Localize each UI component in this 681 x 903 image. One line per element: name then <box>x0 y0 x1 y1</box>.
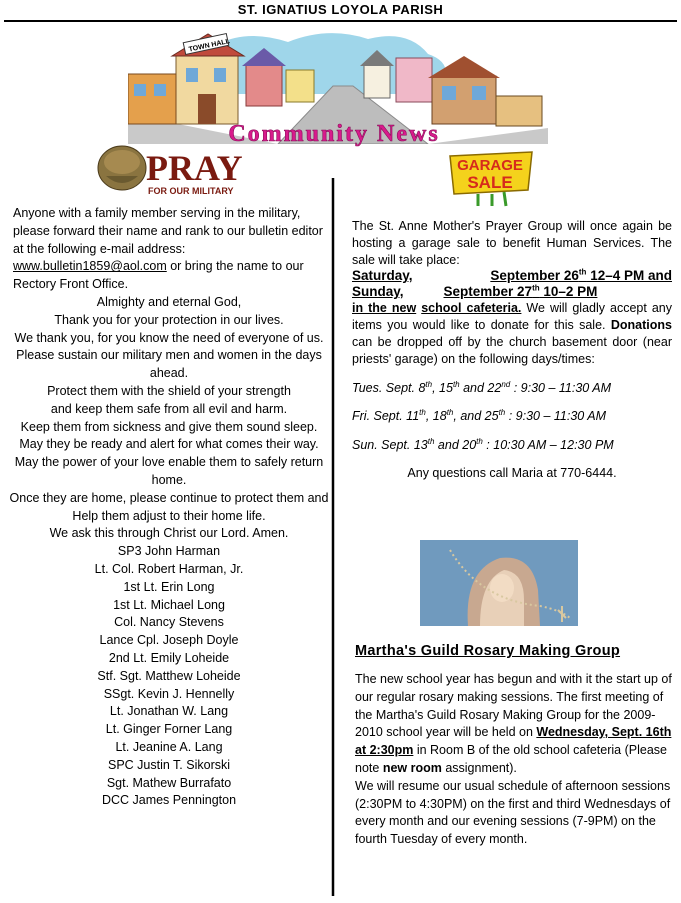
military-name: Sgt. Mathew Burrafato <box>106 775 232 790</box>
military-prayer <box>8 294 330 543</box>
svg-text:SALE: SALE <box>467 173 513 192</box>
military-name: 1st Lt. Erin Long <box>123 579 215 594</box>
prayer-line: We thank you, for you know the need of everyone of us. <box>14 330 324 345</box>
military-name: SSgt. Kevin J. Hennelly <box>103 686 235 701</box>
svg-text:TOWN HALL: TOWN HALL <box>188 38 231 54</box>
sunday-times: Sun. Sept. 13th and 20th : 10:30 AM – 12:30 PM <box>352 437 614 453</box>
sunday-date: Sunday, September 27th 10–2 PM <box>352 283 598 300</box>
garage-sale-intro: The St. Anne Mother's Prayer Group will once again be hosting a garage sale to benefit Human Services. The sale will take place: <box>352 219 672 267</box>
military-intro: Anyone with a family member serving in the military, please forward their name and rank to our bulletin editor at the following e-mail address: www.bulletin1859@aol.com or bring the name to our Rectory Front Office. <box>13 206 323 292</box>
military-name: SP3 John Harman <box>117 544 221 559</box>
prayer-line: May they be ready and alert for what comes their way. <box>19 437 319 452</box>
prayer-line: We ask this through Christ our Lord. Amen. <box>49 526 289 541</box>
garage-sale-logo <box>448 150 534 208</box>
svg-text:PRAY: PRAY <box>146 148 243 188</box>
bulletin-email-link[interactable]: www.bulletin1859@aol.com <box>13 259 167 274</box>
rosary-group-article <box>355 671 673 849</box>
prayer-line: Please sustain our military men and women in the days ahead. <box>16 348 322 381</box>
military-names-list <box>8 543 330 810</box>
military-name: 2nd Lt. Emily Loheide <box>108 650 230 665</box>
military-name: Lt. Col. Robert Harman, Jr. <box>94 561 244 576</box>
pray-for-military-logo <box>96 140 246 198</box>
military-name: Lt. Jonathan W. Lang <box>109 704 229 719</box>
contact-line: Any questions call Maria at 770-6444. <box>407 465 617 480</box>
military-name: SPC Justin T. Sikorski <box>107 757 231 772</box>
military-name: Stf. Sgt. Matthew Loheide <box>97 668 241 683</box>
header-divider <box>4 20 677 22</box>
svg-text:GARAGE: GARAGE <box>457 157 523 174</box>
rosary-group-paragraph: The new school year has begun and with it the start up of our regular rosary making sessions. The first meeting of the Martha's Guild Rosary Making Group for the 2009-2010 school year will be held on Wednesday, Sept. 16th at 2:30pm in Room B of the old school cafeteria (Please note new room assignment). <box>355 672 672 775</box>
prayer-line: May the power of your love enable them to safely return home. <box>14 455 324 487</box>
meeting-date: Wednesday, Sept. 16th at 2:30pm <box>355 725 672 758</box>
military-name: DCC James Pennington <box>101 793 237 808</box>
mary-rosary-image <box>420 540 578 626</box>
sale-dates <box>352 268 672 300</box>
page-header <box>0 0 681 22</box>
prayer-line: Almighty and eternal God, <box>96 294 242 309</box>
military-name: Lt. Jeanine A. Lang <box>115 739 223 754</box>
military-name: Lance Cpl. Joseph Doyle <box>99 633 239 648</box>
prayer-line: and keep them safe from all evil and harm. <box>50 401 288 416</box>
saturday-date: Saturday, September 26th 12–4 PM and <box>352 267 672 284</box>
military-name: 1st Lt. Michael Long <box>113 597 225 612</box>
prayer-line: Help them adjust to their home life. <box>72 508 266 523</box>
svg-text:FOR OUR MILITARY: FOR OUR MILITARY <box>148 186 234 196</box>
prayer-line: Protect them with the shield of your strength <box>47 383 291 398</box>
garage-sale-article <box>352 218 672 482</box>
prayer-line: Once they are home, please continue to protect them and <box>9 490 329 505</box>
friday-times: Fri. Sept. 11th, 18th, and 25th : 9:30 – 11:30 AM <box>352 408 606 424</box>
prayer-line: Thank you for your protection in our lives. <box>54 312 284 327</box>
rosary-group-title: Martha's Guild Rosary Making Group <box>355 643 621 659</box>
tuesday-times: Tues. Sept. 8th, 15th and 22nd : 9:30 – 11:30 AM <box>352 379 612 395</box>
column-divider <box>330 178 336 896</box>
military-prayer-column <box>8 205 330 810</box>
military-name: Lt. Ginger Forner Lang <box>105 722 233 737</box>
prayer-line: Keep them from sickness and give them sound sleep. <box>20 419 318 434</box>
parish-title: ST. IGNATIUS LOYOLA PARISH <box>237 2 444 17</box>
rosary-schedule-paragraph: We will resume our usual schedule of afternoon sessions (2:30PM to 4:30PM) on the first and third Wednesdays of every month and our evening sessions (7-9PM) on the fourth Tuesday of every month. <box>355 778 671 847</box>
svg-text:Community News: Community News <box>228 121 440 147</box>
military-name: Col. Nancy Stevens <box>114 615 224 630</box>
sale-location: in the new school cafeteria. We will gladly accept any items you would like to donate for this sale. Donations can be dropped off by the church basement door (near priests' garage) on the following days/times: <box>352 301 673 366</box>
